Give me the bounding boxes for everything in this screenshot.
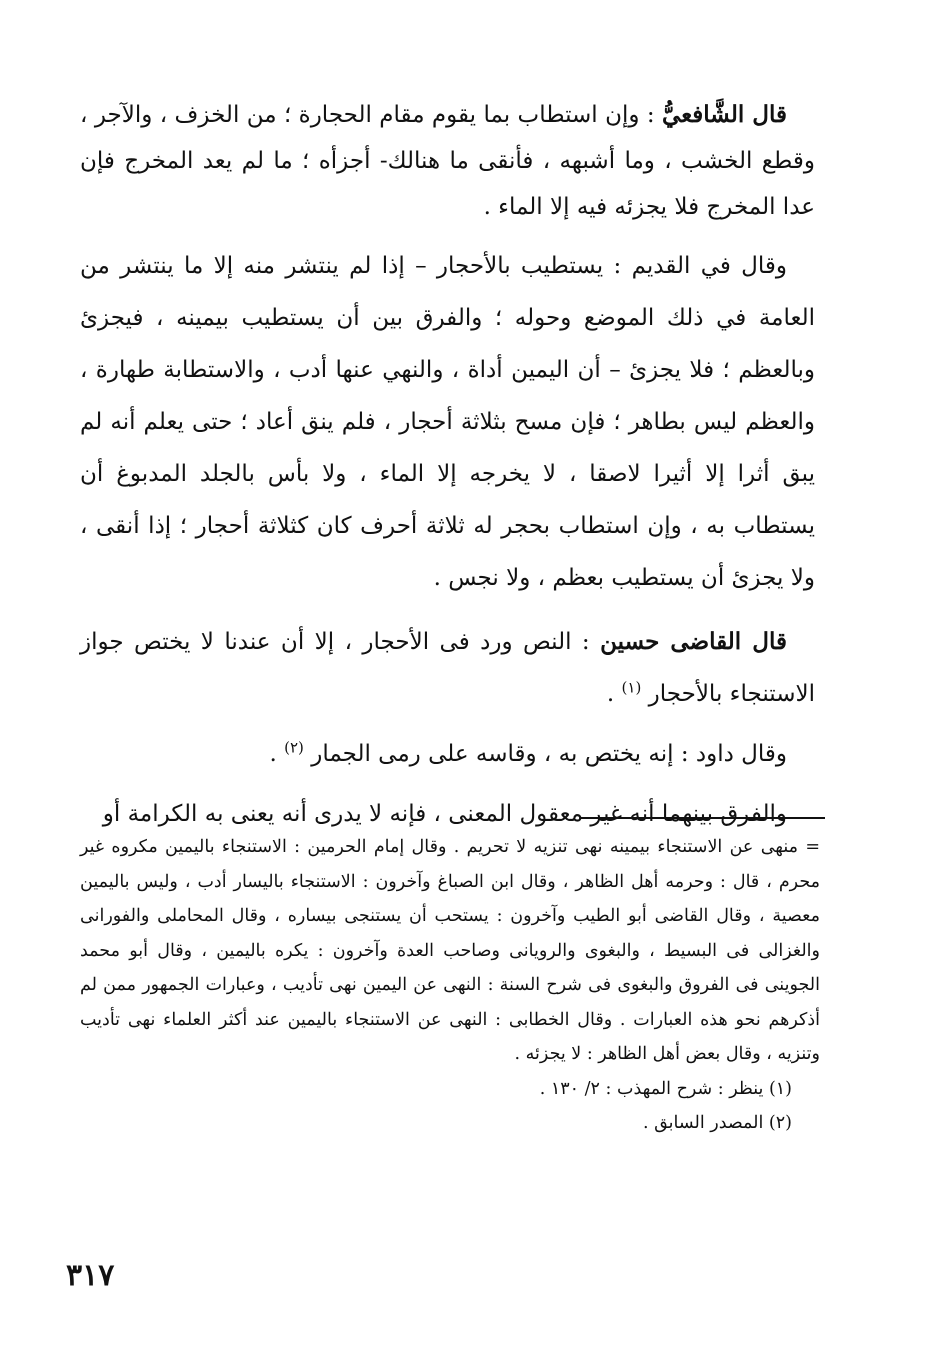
main-text xyxy=(80,92,815,848)
period: . xyxy=(606,681,615,707)
period: . xyxy=(269,741,277,767)
footnote-2: (٢) المصدر السابق . xyxy=(642,1113,792,1133)
paragraph-qadim xyxy=(80,240,815,604)
paragraph-shafii xyxy=(80,92,815,230)
paragraph-text: وقال في القديم : يستطيب بالأحجار – إذا لم ينتشر منه إلا ما ينتشر من العامة في ذلك الموضع وحوله ؛ والفرق بين أن يستطيب بيمينه ، فيجزئ وبالعظم ؛ فلا يجزئ – أن اليمين أداة ، والنهي عنها أدب ، والاستطابة طهارة ، والعظم ليس بطاهر ؛ فإن مسح بثلاثة أحجار ، فلم ينق أعاد ؛ حتى يعلم أنه لم يبق أثرا إلا أثيرا لاصقا ، لا يخرجه إلا الماء ، ولا بأس بالجلد المدبوغ أن يستطاب به ، وإن استطاب بحجر له ثلاثة أحرف كان كثلاثة أحجار ؛ إذا أنقى ، ولا يجزئ أن يستطيب بعظم ، ولا نجس . xyxy=(80,253,815,591)
footnote-continuation: = منهى عن الاستنجاء بيمينه نهى تنزيه لا تحريم . وقال إمام الحرمين : الاستنجاء باليمين مكروه غير محرم ، قال : وحرمه أهل الظاهر ، وقال ابن الصباغ وآخرون : الاستنجاء باليسار أدب ، وليس باليمين معصية ، وقال القاضى أبو الطيب وآخرون : يستحب أن يستنجى بيساره ، وقال المحاملى والفورانى والغزالى فى البسيط ، والبغوى والرويانى وصاحب العدة وآخرون : يكره باليمين ، وقال أبو محمد الجوينى فى الفروق والبغوى فى شرح السنة : النهى عن اليمين نهى تأديب ، وعبارات الجمهور ممن لم أذكرهم نحو هذه العبارات . وقال الخطابى : النهى عن الاستنجاء باليمين عند أكثر العلماء نهى تأديب وتنزيه ، وقال بعض أهل الظاهر : لا يجزئه . xyxy=(80,837,820,1064)
footnote-separator xyxy=(580,817,825,819)
paragraph-qadi-husayn xyxy=(80,616,815,720)
paragraph-text: : وإن استطاب بما يقوم مقام الحجارة ؛ من الخزف ، والآجر ، وقطع الخشب ، وما أشبهه ، فأنقى ما هنالك- أجزأه ؛ ما لم يعد المخرج فإن عدا المخرج فلا يجزئه فيه إلا الماء . xyxy=(80,102,815,220)
paragraph-text: وقال داود : إنه يختص به ، وقاسه على رمى الجمار xyxy=(311,741,787,767)
footnote-1: (١) ينظر : شرح المهذب : ٢/ ١٣٠ . xyxy=(539,1078,792,1099)
paragraph-text: : النص ورد فى الأحجار ، إلا أن عندنا لا يختص جواز الاستنجاء بالأحجار xyxy=(80,629,815,707)
footnote-marker: (٢) xyxy=(284,738,304,757)
page-number: ٣١٧ xyxy=(66,1258,115,1293)
speaker-name: قال القاضى حسين xyxy=(600,628,788,655)
paragraph-dawud xyxy=(80,728,815,780)
footnote-marker: (١) xyxy=(621,678,642,697)
speaker-name: قال الشَّافعيُّ xyxy=(662,101,788,128)
footnotes xyxy=(80,830,820,1141)
paragraph-text: والفرق بينهما أنه غير معقول المعنى ، فإنه لا يدرى أنه يعنى به الكرامة أو xyxy=(102,801,787,827)
